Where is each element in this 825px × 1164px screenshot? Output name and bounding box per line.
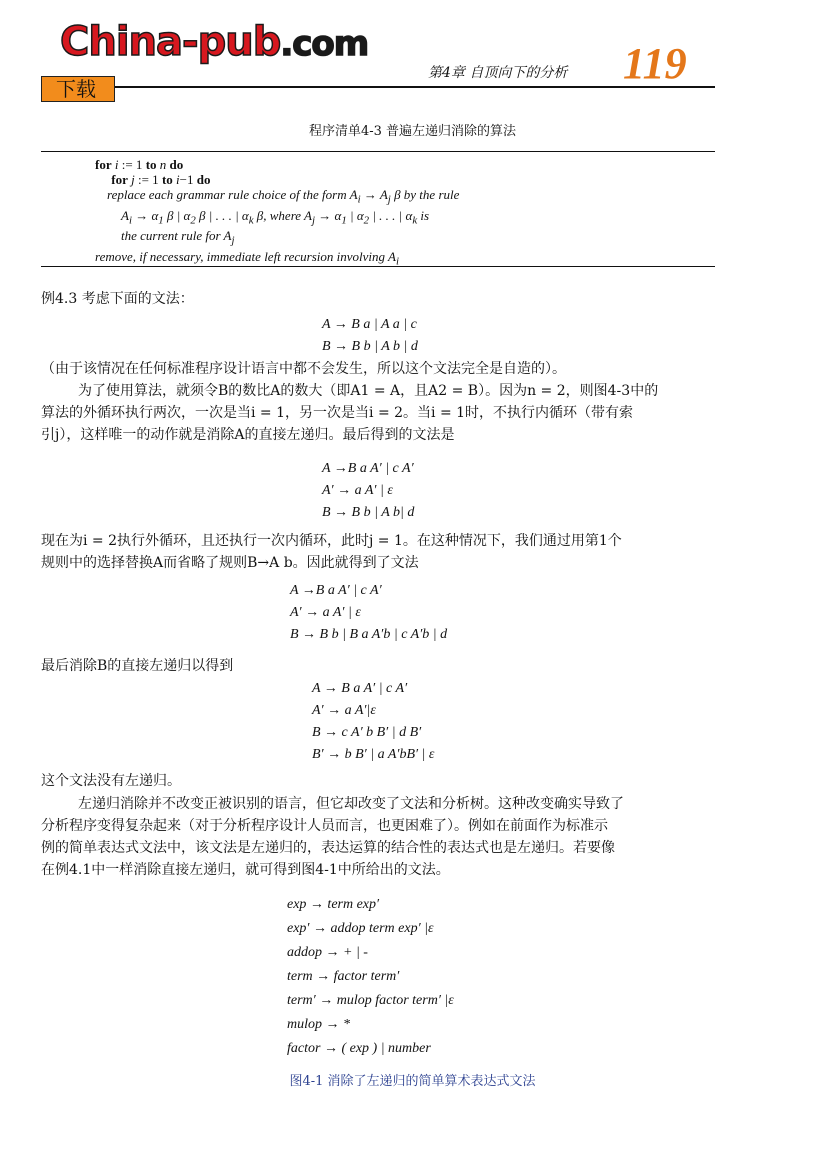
figure-grammar xyxy=(287,893,454,1061)
paragraph: 为了使用算法，就须令B的数比A的数大（即A1 = A，且A2 = B）。因为n = 2，则图4-3中的 算法的外循环执行两次，一次是当i = 1，另一次是当i = 2。当i = 1时，不执行内循环（带有索 引j），这样唯一的动作就是消除A的直接左递归。最后得到的文法是 xyxy=(41,383,659,443)
grammar-block-3 xyxy=(290,580,447,646)
grammar-rule: A → B a | A a | c xyxy=(322,317,417,332)
grammar-rule: factor → ( exp ) | number xyxy=(287,1041,431,1056)
page-number: 119 xyxy=(623,39,687,88)
code-line: for j := 1 to i−1 do xyxy=(111,172,211,187)
grammar-rule: B → B b | A b| d xyxy=(322,505,415,520)
code-line: for i := 1 to n do xyxy=(95,157,184,172)
paragraph: 最后消除B的直接左递归以得到 xyxy=(41,658,234,674)
listing-top-rule xyxy=(41,151,715,152)
grammar-rule: B → B b | B a A′b | c A′b | d xyxy=(290,627,448,642)
paragraph: 现在为i = 2执行外循环，且还执行一次内循环，此时j = 1。在这种情况下，我们通过用第1个 规则中的选择替换A而省略了规则B→A b。因此就得到了文法 xyxy=(41,533,622,571)
grammar-rule: A′ → a A′ | ε xyxy=(290,605,361,620)
listing-bottom-rule xyxy=(41,266,715,267)
grammar-rule: term → factor term′ xyxy=(287,969,400,984)
grammar-rule: A → B a A′ | c A′ xyxy=(312,681,408,696)
paragraph: 这个文法没有左递归。 xyxy=(41,773,181,789)
code-line: $A_i \to \alpha_1$ β | $\alpha_2$ β | . . . | $\alpha_k$ β, where $A_j \to \alpha_1$ | $\alpha_2$ | . . . | $\alpha_k$ is xyxy=(121,207,430,227)
grammar-rule: B → c A′ b B′ | d B′ xyxy=(312,725,422,740)
grammar-rule: addop → + | - xyxy=(287,945,368,960)
grammar-rule: mulop → * xyxy=(287,1017,350,1032)
download-badge[interactable]: 下载 xyxy=(41,76,115,102)
grammar-rule: exp′ → addop term exp′ |ε xyxy=(287,921,434,936)
grammar-rule: B′ → b B′ | a A′bB′ | ε xyxy=(312,747,435,762)
grammar-rule: A′ → a A′|ε xyxy=(312,703,376,718)
figure-caption: 图4-1 消除了左递归的简单算术表达式文法 xyxy=(289,1074,536,1089)
code-line: replace each grammar rule choice of the form $A_i \to A_j$ β by the rule xyxy=(107,187,460,206)
grammar-rule: A →B a A′ | c A′ xyxy=(290,583,382,598)
grammar-rule: term′ → mulop factor term′ |ε xyxy=(287,993,454,1008)
code-line: remove, if necessary, immediate left recursion involving $A_i$ xyxy=(95,248,399,268)
chapter-title: 第4章 自顶向下的分析 xyxy=(428,65,568,81)
example-intro: 例4.3 考虑下面的文法： xyxy=(41,291,194,307)
grammar-block-2 xyxy=(322,458,414,524)
listing-caption: 程序清单4-3 普遍左递归消除的算法 xyxy=(308,124,517,139)
grammar-block-4 xyxy=(312,678,434,766)
grammar-rule: exp → term exp′ xyxy=(287,897,380,912)
grammar-rule: A →B a A′ | c A′ xyxy=(322,461,414,476)
grammar-rule: A′ → a A′ | ε xyxy=(322,483,393,498)
algorithm-listing xyxy=(95,157,459,269)
paragraph: （由于该情况在任何标准程序设计语言中都不会发生，所以这个文法完全是自造的）。 xyxy=(41,361,566,377)
grammar-rule: B → B b | A b | d xyxy=(322,339,418,354)
grammar-block-1 xyxy=(322,314,418,358)
china-pub-logo: China-pub.com xyxy=(60,19,369,65)
code-line: the current rule for $A_j$ xyxy=(121,228,235,247)
paragraph: 左递归消除并不改变正被识别的语言，但它却改变了文法和分析树。这种改变确实导致了 分析程序变得复杂起来（对于分析程序设计人员而言，也更困难了）。例如在前面作为标准示 例的简单表达式文法中，该文法是左递归的，表达运算的结合性的表达式也是左递归。若要像 在例4.1中一样消除直接左递归，就可得到图4-1中所给出的文法。 xyxy=(41,796,624,878)
